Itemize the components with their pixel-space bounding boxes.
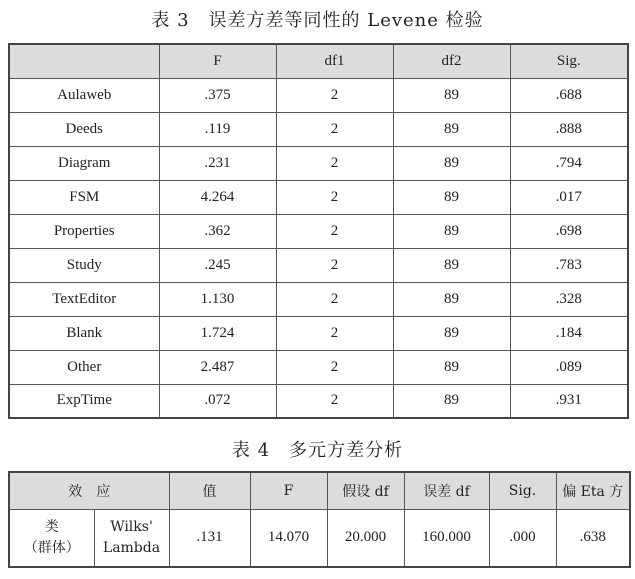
sig-value: .888 <box>510 112 628 146</box>
row-label: Properties <box>9 214 159 248</box>
row-label: FSM <box>9 180 159 214</box>
table-row <box>9 180 628 214</box>
table-row <box>9 384 628 418</box>
header-blank <box>9 44 159 78</box>
table-row <box>9 112 628 146</box>
error-df-cell: 160.000 <box>404 509 489 567</box>
row-label: ExpTime <box>9 384 159 418</box>
df2-value: 89 <box>393 350 510 384</box>
df1-value: 2 <box>276 248 393 282</box>
f-value: 4.264 <box>159 180 276 214</box>
df1-value: 2 <box>276 112 393 146</box>
levene-test-table <box>8 43 629 419</box>
header-value: 值 <box>169 472 250 509</box>
partial-eta-cell: .638 <box>556 509 630 567</box>
effect-line-1: 类 <box>44 518 59 535</box>
f-value: 1.130 <box>159 282 276 316</box>
effect-line-2: （群体） <box>23 539 80 556</box>
df2-value: 89 <box>393 384 510 418</box>
effect-cell <box>9 509 94 567</box>
row-label: Aulaweb <box>9 78 159 112</box>
df1-value: 2 <box>276 350 393 384</box>
hypothesis-df-cell: 20.000 <box>327 509 404 567</box>
df2-value: 89 <box>393 78 510 112</box>
table-row <box>9 316 628 350</box>
table4-caption: 表 4 多元方差分析 <box>231 440 404 461</box>
table-row <box>9 350 628 384</box>
row-label: Other <box>9 350 159 384</box>
df1-value: 2 <box>276 78 393 112</box>
df1-value: 2 <box>276 316 393 350</box>
header-error-df: 误差 df <box>404 472 489 509</box>
value-cell: .131 <box>169 509 250 567</box>
table-row <box>9 248 628 282</box>
sig-value: .017 <box>510 180 628 214</box>
f-value: .072 <box>159 384 276 418</box>
sig-value: .328 <box>510 282 628 316</box>
sig-value: .931 <box>510 384 628 418</box>
header-hypothesis-df: 假设 df <box>327 472 404 509</box>
df1-value: 2 <box>276 384 393 418</box>
sig-value: .184 <box>510 316 628 350</box>
test-cell <box>94 509 169 567</box>
table3-caption: 表 3 误差方差等同性的 Levene 检验 <box>151 10 484 31</box>
table-row <box>9 509 630 567</box>
f-value: 1.724 <box>159 316 276 350</box>
df2-value: 89 <box>393 112 510 146</box>
df2-value: 89 <box>393 248 510 282</box>
df2-value: 89 <box>393 214 510 248</box>
test-line-1: Wilks' <box>110 518 153 535</box>
header-partial-eta: 偏 Eta 方 <box>556 472 630 509</box>
f-value: .231 <box>159 146 276 180</box>
header-df1: df1 <box>276 44 393 78</box>
row-label: Blank <box>9 316 159 350</box>
header-f: F <box>159 44 276 78</box>
df1-value: 2 <box>276 282 393 316</box>
table-header-row <box>9 44 628 78</box>
sig-value: .783 <box>510 248 628 282</box>
sig-value: .794 <box>510 146 628 180</box>
sig-value: .089 <box>510 350 628 384</box>
f-cell: 14.070 <box>250 509 327 567</box>
sig-cell: .000 <box>489 509 556 567</box>
df2-value: 89 <box>393 282 510 316</box>
row-label: Study <box>9 248 159 282</box>
header-sig: Sig. <box>489 472 556 509</box>
header-effect: 效 应 <box>9 472 169 509</box>
header-df2: df2 <box>393 44 510 78</box>
df1-value: 2 <box>276 180 393 214</box>
row-label: Deeds <box>9 112 159 146</box>
sig-value: .688 <box>510 78 628 112</box>
df2-value: 89 <box>393 316 510 350</box>
df1-value: 2 <box>276 214 393 248</box>
df1-value: 2 <box>276 146 393 180</box>
f-value: .362 <box>159 214 276 248</box>
table-row <box>9 214 628 248</box>
table-header-row <box>9 472 630 509</box>
df2-value: 89 <box>393 180 510 214</box>
sig-value: .698 <box>510 214 628 248</box>
row-label: TextEditor <box>9 282 159 316</box>
df2-value: 89 <box>393 146 510 180</box>
row-label: Diagram <box>9 146 159 180</box>
f-value: .245 <box>159 248 276 282</box>
f-value: 2.487 <box>159 350 276 384</box>
table-row <box>9 78 628 112</box>
header-sig: Sig. <box>510 44 628 78</box>
header-f: F <box>250 472 327 509</box>
table-row <box>9 146 628 180</box>
manova-table <box>8 471 631 568</box>
f-value: .119 <box>159 112 276 146</box>
f-value: .375 <box>159 78 276 112</box>
test-line-2: Lambda <box>102 539 161 556</box>
table-row <box>9 282 628 316</box>
